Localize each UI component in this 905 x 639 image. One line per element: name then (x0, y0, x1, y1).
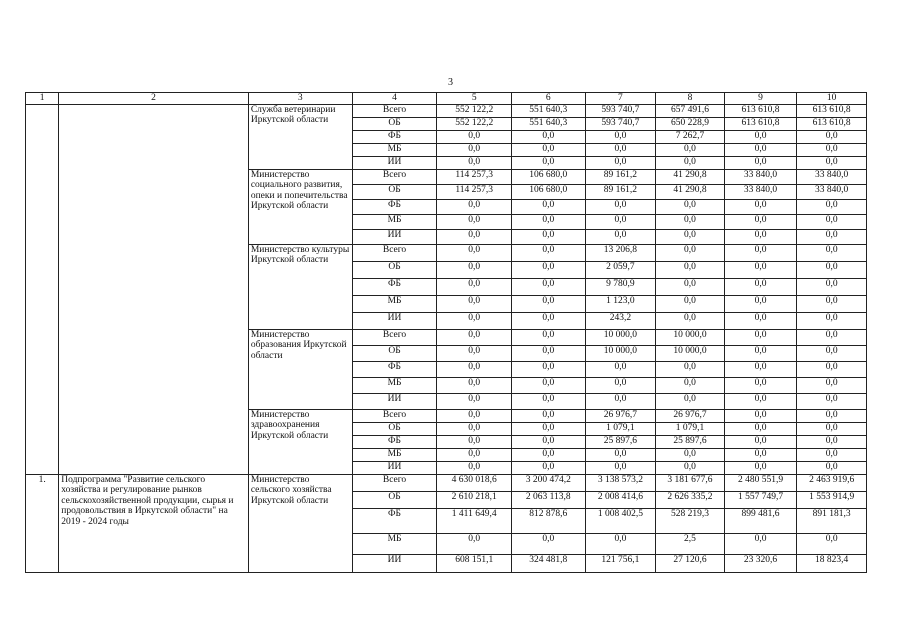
header-cell: 5 (437, 93, 512, 105)
value-cell: 0,0 (437, 409, 512, 422)
value-cell: 106 680,0 (512, 169, 586, 184)
value-cell: 1 557 749,7 (724, 491, 797, 508)
value-cell: 0,0 (797, 278, 867, 295)
header-row (26, 93, 867, 105)
value-cell: 0,0 (656, 361, 725, 377)
value-cell: 0,0 (512, 229, 586, 244)
value-cell: 812 878,6 (512, 508, 586, 533)
value-cell: 1 008 402,5 (585, 508, 656, 533)
header-cell: 3 (248, 93, 352, 105)
funding-source-cell: ФБ (352, 361, 437, 377)
value-cell: 0,0 (724, 199, 797, 214)
value-cell: 0,0 (437, 533, 512, 554)
header-cell: 1 (26, 93, 59, 105)
funding-source-cell: ФБ (352, 278, 437, 295)
value-cell: 41 290,8 (656, 184, 725, 199)
value-cell: 891 181,3 (797, 508, 867, 533)
header-cell: 2 (59, 93, 249, 105)
value-cell: 0,0 (797, 295, 867, 312)
value-cell: 1 411 649,4 (437, 508, 512, 533)
value-cell: 0,0 (797, 461, 867, 474)
value-cell: 0,0 (656, 312, 725, 329)
table-row (26, 104, 867, 117)
value-cell: 0,0 (797, 244, 867, 261)
header-cell: 10 (797, 93, 867, 105)
empty-program-cell (59, 104, 249, 474)
value-cell: 551 640,3 (512, 117, 586, 130)
value-cell: 0,0 (724, 329, 797, 345)
value-cell: 0,0 (724, 435, 797, 448)
value-cell: 0,0 (656, 295, 725, 312)
value-cell: 0,0 (797, 261, 867, 278)
value-cell: 2 626 335,2 (656, 491, 725, 508)
value-cell: 0,0 (724, 143, 797, 156)
value-cell: 0,0 (437, 229, 512, 244)
funding-source-cell: Всего (352, 474, 437, 491)
funding-source-cell: ИИ (352, 461, 437, 474)
header-cell: 9 (724, 93, 797, 105)
value-cell: 0,0 (512, 156, 586, 169)
value-cell: 7 262,7 (656, 130, 725, 143)
value-cell: 0,0 (437, 295, 512, 312)
value-cell: 0,0 (797, 143, 867, 156)
value-cell: 0,0 (512, 130, 586, 143)
value-cell: 0,0 (512, 312, 586, 329)
organization-cell: Министерство социального развития, опеки и попечительства Иркутской области (248, 169, 352, 244)
funding-source-cell: МБ (352, 377, 437, 393)
funding-source-cell: ИИ (352, 312, 437, 329)
value-cell: 0,0 (724, 345, 797, 361)
value-cell: 2 480 551,9 (724, 474, 797, 491)
funding-source-cell: ОБ (352, 261, 437, 278)
value-cell: 25 897,6 (585, 435, 656, 448)
value-cell: 2 008 414,6 (585, 491, 656, 508)
value-cell: 0,0 (656, 156, 725, 169)
value-cell: 33 840,0 (797, 184, 867, 199)
value-cell: 0,0 (797, 435, 867, 448)
value-cell: 0,0 (797, 393, 867, 409)
funding-source-cell: Всего (352, 329, 437, 345)
value-cell: 0,0 (724, 393, 797, 409)
value-cell: 0,0 (437, 448, 512, 461)
value-cell: 0,0 (437, 214, 512, 229)
value-cell: 0,0 (512, 461, 586, 474)
organization-cell: Министерство сельского хозяйства Иркутской области (248, 474, 352, 572)
value-cell: 26 976,7 (585, 409, 656, 422)
funding-source-cell: МБ (352, 214, 437, 229)
value-cell: 114 257,3 (437, 184, 512, 199)
value-cell: 0,0 (724, 156, 797, 169)
value-cell: 0,0 (724, 422, 797, 435)
value-cell: 0,0 (656, 448, 725, 461)
funding-source-cell: МБ (352, 533, 437, 554)
value-cell: 13 206,8 (585, 244, 656, 261)
value-cell: 10 000,0 (585, 329, 656, 345)
value-cell: 0,0 (656, 199, 725, 214)
funding-source-cell: Всего (352, 244, 437, 261)
program-number-cell: 1. (26, 474, 59, 572)
organization-cell: Министерство образования Иркутской области (248, 329, 352, 409)
value-cell: 613 610,8 (797, 104, 867, 117)
value-cell: 33 840,0 (797, 169, 867, 184)
value-cell: 0,0 (724, 130, 797, 143)
value-cell: 0,0 (724, 278, 797, 295)
funding-source-cell: ФБ (352, 199, 437, 214)
value-cell: 0,0 (656, 377, 725, 393)
value-cell: 0,0 (656, 214, 725, 229)
value-cell: 0,0 (724, 377, 797, 393)
value-cell: 0,0 (437, 261, 512, 278)
value-cell: 0,0 (797, 199, 867, 214)
value-cell: 10 000,0 (656, 329, 725, 345)
page-number: 3 (448, 77, 453, 88)
value-cell: 324 481,8 (512, 554, 586, 572)
header-cell: 7 (585, 93, 656, 105)
value-cell: 0,0 (512, 143, 586, 156)
empty-number-cell (26, 104, 59, 474)
value-cell: 0,0 (724, 214, 797, 229)
value-cell: 0,0 (512, 448, 586, 461)
value-cell: 1 123,0 (585, 295, 656, 312)
value-cell: 0,0 (437, 361, 512, 377)
value-cell: 0,0 (724, 533, 797, 554)
value-cell: 0,0 (512, 409, 586, 422)
funding-source-cell: Всего (352, 409, 437, 422)
value-cell: 33 840,0 (724, 169, 797, 184)
value-cell: 106 680,0 (512, 184, 586, 199)
value-cell: 0,0 (797, 229, 867, 244)
value-cell: 10 000,0 (585, 345, 656, 361)
value-cell: 1 079,1 (656, 422, 725, 435)
value-cell: 0,0 (437, 312, 512, 329)
value-cell: 0,0 (797, 214, 867, 229)
value-cell: 0,0 (512, 377, 586, 393)
funding-source-cell: ФБ (352, 435, 437, 448)
value-cell: 0,0 (585, 143, 656, 156)
budget-table (25, 92, 867, 573)
value-cell: 0,0 (437, 130, 512, 143)
value-cell: 0,0 (512, 214, 586, 229)
value-cell: 0,0 (724, 361, 797, 377)
header-cell: 4 (352, 93, 437, 105)
value-cell: 0,0 (724, 461, 797, 474)
value-cell: 9 780,9 (585, 278, 656, 295)
value-cell: 0,0 (437, 199, 512, 214)
organization-cell: Служба ветеринарии Иркутской области (248, 104, 352, 169)
value-cell: 0,0 (797, 448, 867, 461)
value-cell: 0,0 (797, 312, 867, 329)
organization-cell: Министерство здравоохранения Иркутской области (248, 409, 352, 474)
value-cell: 0,0 (512, 435, 586, 448)
value-cell: 121 756,1 (585, 554, 656, 572)
value-cell: 0,0 (512, 533, 586, 554)
value-cell: 0,0 (797, 377, 867, 393)
value-cell: 650 228,9 (656, 117, 725, 130)
value-cell: 89 161,2 (585, 169, 656, 184)
value-cell: 593 740,7 (585, 104, 656, 117)
funding-source-cell: Всего (352, 169, 437, 184)
value-cell: 608 151,1 (437, 554, 512, 572)
value-cell: 0,0 (585, 214, 656, 229)
value-cell: 0,0 (656, 393, 725, 409)
value-cell: 0,0 (797, 345, 867, 361)
value-cell: 0,0 (512, 199, 586, 214)
value-cell: 2,5 (656, 533, 725, 554)
value-cell: 613 610,8 (797, 117, 867, 130)
value-cell: 0,0 (512, 278, 586, 295)
funding-source-cell: ИИ (352, 156, 437, 169)
value-cell: 2 059,7 (585, 261, 656, 278)
value-cell: 0,0 (437, 244, 512, 261)
funding-source-cell: ФБ (352, 508, 437, 533)
value-cell: 528 219,3 (656, 508, 725, 533)
value-cell: 0,0 (512, 393, 586, 409)
value-cell: 0,0 (512, 361, 586, 377)
value-cell: 0,0 (797, 533, 867, 554)
funding-source-cell: ОБ (352, 422, 437, 435)
value-cell: 18 823,4 (797, 554, 867, 572)
value-cell: 0,0 (724, 261, 797, 278)
value-cell: 89 161,2 (585, 184, 656, 199)
value-cell: 0,0 (724, 295, 797, 312)
value-cell: 552 122,2 (437, 117, 512, 130)
value-cell: 1 553 914,9 (797, 491, 867, 508)
header-cell: 8 (656, 93, 725, 105)
program-name-cell: Подпрограмма "Развитие сельского хозяйства и регулирование рынков сельскохозяйственной продукции, сырья и продовольствия в Иркутской области" на 2019 - 2024 годы (59, 474, 249, 572)
funding-source-cell: ФБ (352, 130, 437, 143)
funding-source-cell: ИИ (352, 554, 437, 572)
funding-source-cell: МБ (352, 295, 437, 312)
value-cell: 0,0 (656, 229, 725, 244)
value-cell: 0,0 (585, 393, 656, 409)
value-cell: 0,0 (724, 229, 797, 244)
value-cell: 0,0 (585, 229, 656, 244)
funding-source-cell: ОБ (352, 184, 437, 199)
value-cell: 0,0 (437, 435, 512, 448)
funding-source-cell: ОБ (352, 117, 437, 130)
funding-source-cell: Всего (352, 104, 437, 117)
value-cell: 0,0 (656, 143, 725, 156)
value-cell: 0,0 (437, 278, 512, 295)
value-cell: 23 320,6 (724, 554, 797, 572)
value-cell: 0,0 (797, 409, 867, 422)
value-cell: 2 063 113,8 (512, 491, 586, 508)
value-cell: 0,0 (656, 261, 725, 278)
funding-source-cell: ОБ (352, 491, 437, 508)
value-cell: 0,0 (512, 422, 586, 435)
value-cell: 0,0 (724, 244, 797, 261)
value-cell: 0,0 (724, 448, 797, 461)
value-cell: 0,0 (656, 278, 725, 295)
value-cell: 0,0 (585, 448, 656, 461)
funding-source-cell: МБ (352, 143, 437, 156)
value-cell: 0,0 (797, 329, 867, 345)
value-cell: 2 463 919,6 (797, 474, 867, 491)
value-cell: 0,0 (512, 295, 586, 312)
value-cell: 613 610,8 (724, 117, 797, 130)
value-cell: 10 000,0 (656, 345, 725, 361)
value-cell: 0,0 (585, 533, 656, 554)
value-cell: 0,0 (797, 422, 867, 435)
value-cell: 0,0 (797, 156, 867, 169)
value-cell: 26 976,7 (656, 409, 725, 422)
funding-source-cell: ИИ (352, 393, 437, 409)
value-cell: 0,0 (724, 409, 797, 422)
funding-source-cell: ОБ (352, 345, 437, 361)
value-cell: 0,0 (656, 244, 725, 261)
value-cell: 0,0 (656, 461, 725, 474)
value-cell: 0,0 (512, 345, 586, 361)
value-cell: 3 138 573,2 (585, 474, 656, 491)
value-cell: 0,0 (437, 461, 512, 474)
value-cell: 0,0 (512, 261, 586, 278)
value-cell: 0,0 (437, 143, 512, 156)
value-cell: 0,0 (437, 329, 512, 345)
value-cell: 41 290,8 (656, 169, 725, 184)
value-cell: 0,0 (585, 461, 656, 474)
value-cell: 552 122,2 (437, 104, 512, 117)
value-cell: 1 079,1 (585, 422, 656, 435)
value-cell: 2 610 218,1 (437, 491, 512, 508)
value-cell: 33 840,0 (724, 184, 797, 199)
value-cell: 27 120,6 (656, 554, 725, 572)
value-cell: 3 200 474,2 (512, 474, 586, 491)
value-cell: 0,0 (797, 130, 867, 143)
value-cell: 0,0 (585, 361, 656, 377)
value-cell: 0,0 (585, 377, 656, 393)
organization-cell: Министерство культуры Иркутской области (248, 244, 352, 329)
table-row (26, 474, 867, 491)
value-cell: 593 740,7 (585, 117, 656, 130)
value-cell: 657 491,6 (656, 104, 725, 117)
value-cell: 551 640,3 (512, 104, 586, 117)
funding-source-cell: ИИ (352, 229, 437, 244)
value-cell: 0,0 (585, 156, 656, 169)
table-body (26, 93, 867, 573)
value-cell: 0,0 (437, 422, 512, 435)
value-cell: 0,0 (437, 156, 512, 169)
header-cell: 6 (512, 93, 586, 105)
value-cell: 899 481,6 (724, 508, 797, 533)
value-cell: 0,0 (437, 345, 512, 361)
value-cell: 0,0 (585, 130, 656, 143)
value-cell: 0,0 (797, 361, 867, 377)
value-cell: 0,0 (437, 377, 512, 393)
value-cell: 3 181 677,6 (656, 474, 725, 491)
value-cell: 4 630 018,6 (437, 474, 512, 491)
value-cell: 114 257,3 (437, 169, 512, 184)
value-cell: 0,0 (585, 199, 656, 214)
value-cell: 25 897,6 (656, 435, 725, 448)
value-cell: 613 610,8 (724, 104, 797, 117)
value-cell: 0,0 (437, 393, 512, 409)
value-cell: 0,0 (512, 329, 586, 345)
value-cell: 0,0 (512, 244, 586, 261)
value-cell: 0,0 (724, 312, 797, 329)
value-cell: 243,2 (585, 312, 656, 329)
funding-source-cell: МБ (352, 448, 437, 461)
